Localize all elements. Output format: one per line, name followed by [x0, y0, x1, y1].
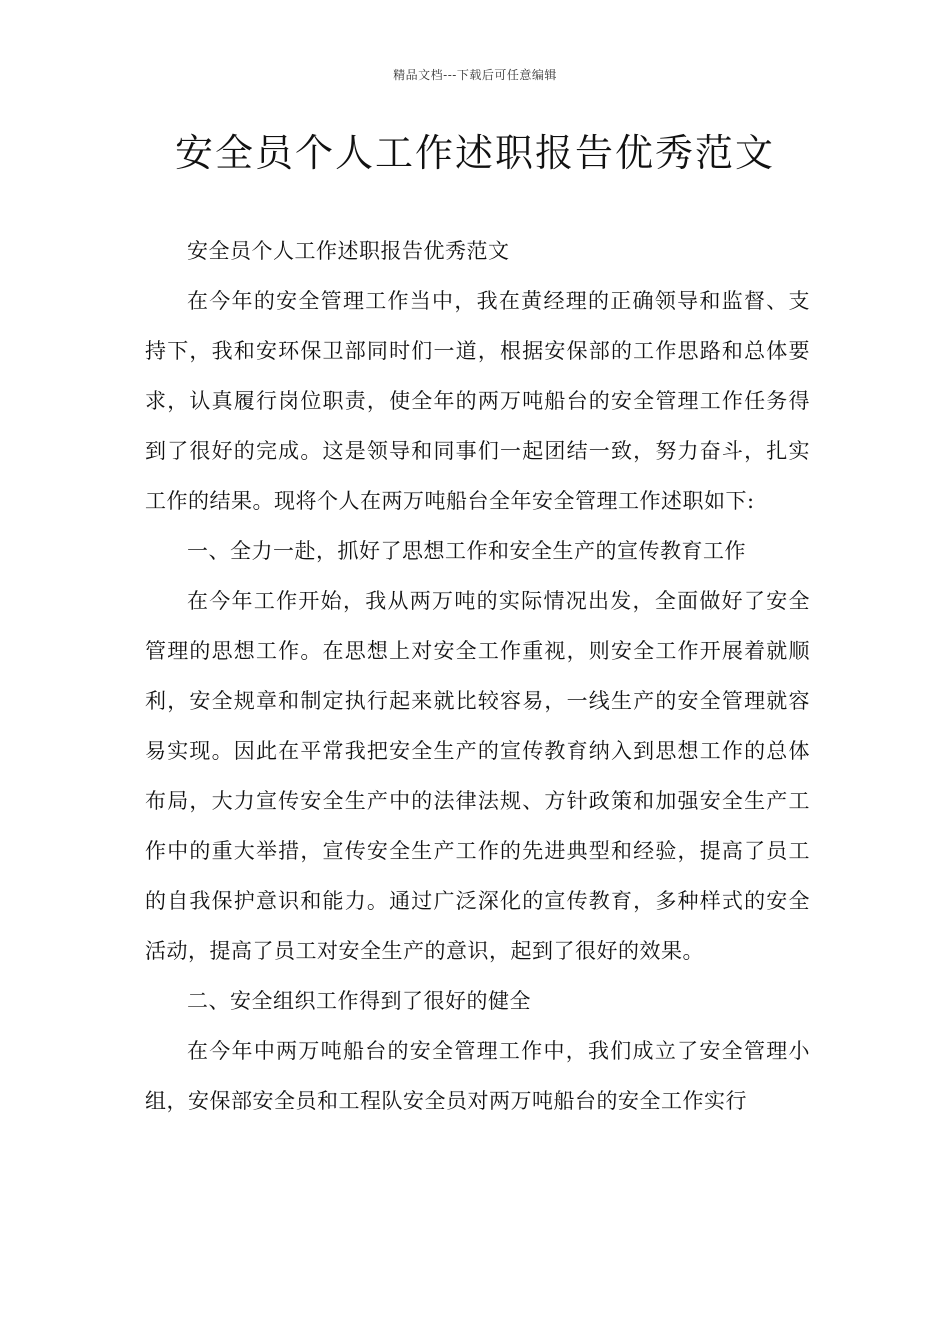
section-heading-1: 一、全力一赴，抓好了思想工作和安全生产的宣传教育工作 — [187, 539, 746, 563]
paragraph-section-1: 在今年工作开始，我从两万吨的实际情况出发，全面做好了安全管理的思想工作。在思想上对安全工作重视，则安全工作开展着就顺利，安全规章和制定执行起来就比较容易，一线生产的安全管理就容易实现。因此在平常我把安全生产的宣传教育纳入到思想工作的总体布局，大力宣传安全生产中的法律法规、方针政策和加强安全生产工作中的重大举措，宣传安全生产工作的先进典型和经验，提高了员工的自我保护意识和能力。通过广泛深化的宣传教育，多种样式的安全活动，提高了员工对安全生产的意识，起到了很好的效果。 — [145, 589, 810, 963]
section-heading-2: 二、安全组织工作得到了很好的健全 — [187, 989, 531, 1013]
paragraph-section-2: 在今年中两万吨船台的安全管理工作中，我们成立了安全管理小组，安保部安全员和工程队安全员对两万吨船台的安全工作实行 — [145, 1039, 810, 1113]
paragraph-intro: 在今年的安全管理工作当中，我在黄经理的正确领导和监督、支持下，我和安环保卫部同时们一道，根据安保部的工作思路和总体要求，认真履行岗位职责，使全年的两万吨船台的安全管理工作任务得到了很好的完成。这是领导和同事们一起团结一致，努力奋斗，扎实工作的结果。现将个人在两万吨船台全年安全管理工作述职如下: — [145, 289, 810, 513]
paragraph-subtitle: 安全员个人工作述职报告优秀范文 — [187, 239, 510, 263]
header-note: 精品文档---下载后可任意编辑 — [393, 68, 557, 82]
document-body — [145, 226, 810, 1126]
document-title: 安全员个人工作述职报告优秀范文 — [174, 131, 775, 175]
